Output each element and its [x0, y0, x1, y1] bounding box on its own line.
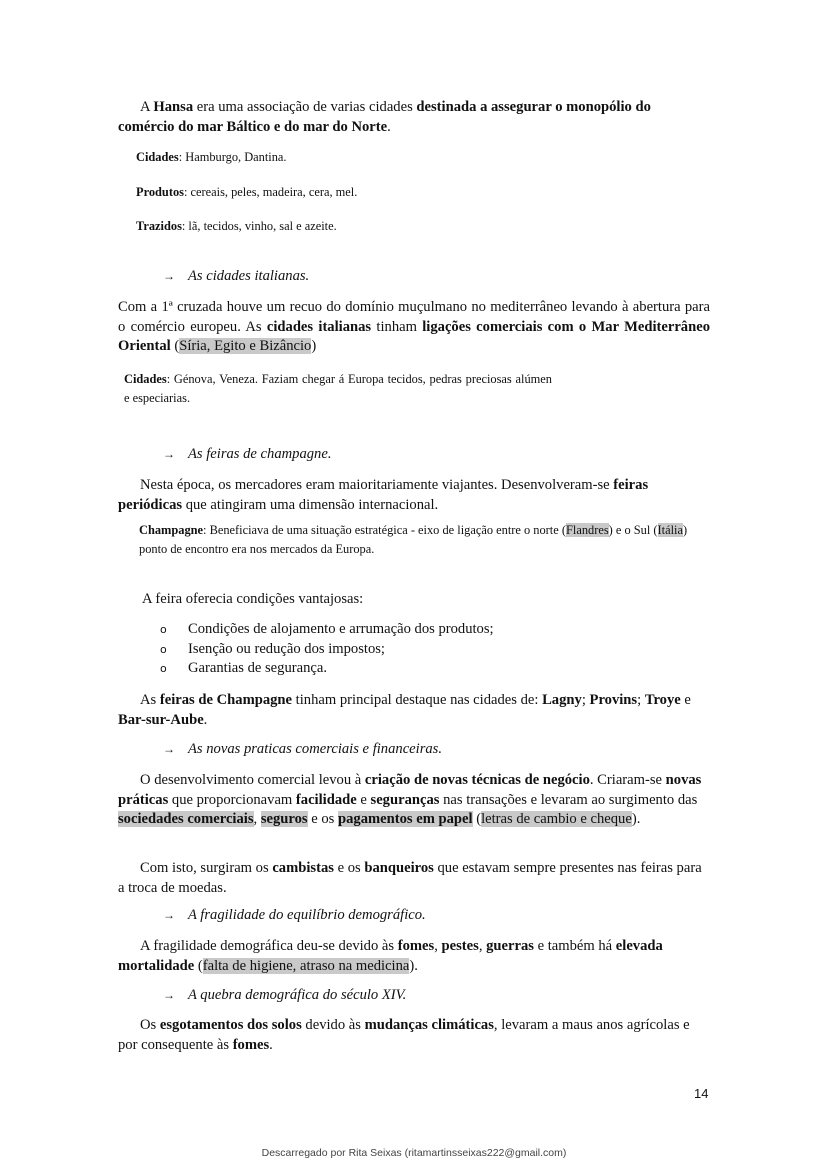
highlight: pagamentos em papel — [337, 811, 473, 827]
heading-quebra: → A quebra demográfica do século XIV. — [163, 987, 407, 1003]
champagne-note: Champagne: Beneficiava de uma situação estratégica - eixo de ligação entre o norte (Flandres) e o Sul (Itália) ponto de encontro era nos mercados da Europa. — [139, 523, 688, 556]
italianas-paragraph: Com a 1ª cruzada houve um recuo do domínio muçulmano no mediterrâneo levando à abertura para o comércio europeu. As cidades italianas tinham ligações comerciais com o Mar Mediterrâneo Oriental (Síria, Egito e Bizâncio) — [118, 299, 710, 354]
highlight: sociedades comerciais — [118, 811, 254, 827]
heading-fragilidade: → A fragilidade do equilíbrio demográfico. — [163, 907, 426, 923]
praticas-paragraph: O desenvolvimento comercial levou à criação de novas técnicas de negócio. Criaram-se novas práticas que proporcionavam facilidade e seguranças nas transações e levaram ao surgimento das sociedades comerciais, seguros e os pagamentos em papel (letras de cambio e cheque). — [118, 772, 702, 827]
arrow-icon: → — [163, 908, 175, 922]
highlight: falta de higiene, atraso na medicina — [202, 957, 410, 974]
highlight: Síria, Egito e Bizâncio — [179, 338, 312, 354]
highlight: seguros — [260, 811, 308, 827]
download-footer: Descarregado por Rita Seixas (ritamartinsseixas222@gmail.com) — [261, 1147, 567, 1159]
hansa-paragraph: A Hansa era uma associação de varias cidades destinada a assegurar o monopólio do comércio do mar Báltico e do mar do Norte. — [118, 99, 651, 135]
highlight: Flandres — [565, 523, 609, 537]
bullet-icon: o — [160, 642, 167, 656]
champagne-cities-paragraph: As feiras de Champagne tinham principal destaque nas cidades de: Lagny; Provins; Troye e Bar-sur-Aube. — [118, 692, 691, 728]
arrow-icon: → — [163, 742, 175, 756]
heading-novas-praticas: → As novas praticas comerciais e financeiras. — [163, 741, 443, 757]
arrow-icon: → — [163, 269, 175, 283]
fragilidade-paragraph: A fragilidade demográfica deu-se devido às fomes, pestes, guerras e também há elevada mortalidade (falta de higiene, atraso na medicina). — [118, 938, 663, 974]
hansa-cidades: Cidades: Hamburgo, Dantina. — [136, 150, 287, 164]
heading-feiras-champagne: → As feiras de champagne. — [163, 446, 332, 462]
arrow-icon: → — [163, 988, 175, 1002]
list-item: o Condições de alojamento e arrumação dos produtos; — [160, 620, 494, 640]
hansa-trazidos: Trazidos: lã, tecidos, vinho, sal e azeite. — [136, 219, 337, 233]
highlight: letras de cambio e cheque — [481, 811, 632, 827]
list-item: o Garantias de segurança. — [160, 659, 494, 679]
feiras-paragraph: Nesta época, os mercadores eram maioritariamente viajantes. Desenvolveram-se feiras periódicas que atingiram uma dimensão internacional. — [118, 477, 649, 513]
list-item: o Isenção ou redução dos impostos; — [160, 640, 494, 660]
heading-cidades-italianas: → As cidades italianas. — [163, 268, 310, 284]
hansa-produtos: Produtos: cereais, peles, madeira, cera, mel. — [136, 185, 358, 199]
italianas-cidades: Cidades: Génova, Veneza. Faziam chegar á Europa tecidos, pedras preciosas alúmen e especiarias. — [124, 372, 552, 405]
conditions-intro: A feira oferecia condições vantajosas: — [142, 591, 364, 607]
page-number: 14 — [694, 1086, 709, 1101]
cambistas-paragraph: Com isto, surgiram os cambistas e os banqueiros que estavam sempre presentes nas feiras para a troca de moedas. — [118, 860, 702, 896]
quebra-paragraph: Os esgotamentos dos solos devido às mudanças climáticas, levaram a maus anos agrícolas e por consequente às fomes. — [118, 1017, 690, 1053]
bullet-icon: o — [160, 662, 167, 675]
bullet-icon: o — [160, 623, 167, 636]
arrow-icon: → — [163, 447, 175, 461]
highlight: Itália — [657, 523, 683, 537]
conditions-list — [160, 620, 494, 679]
